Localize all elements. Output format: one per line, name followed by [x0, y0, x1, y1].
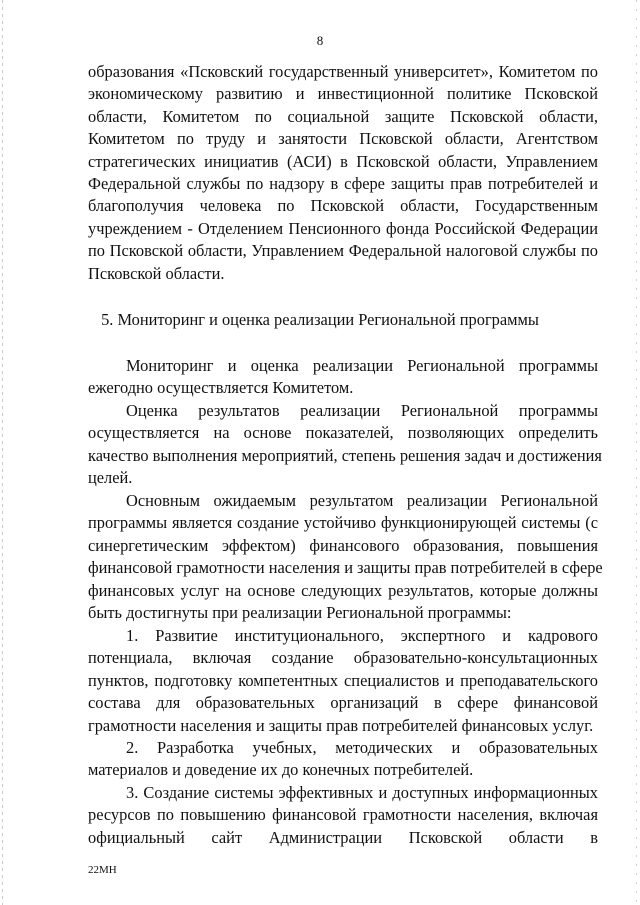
scan-edge-right — [636, 0, 637, 905]
text-line: образования «Псковский государственный университет», Комитетом по — [88, 62, 598, 81]
text-line: синергетическим эффектом) финансового образования, повышения — [88, 535, 598, 555]
text-line: 2. Разработка учебных, методических и образовательных — [126, 738, 598, 757]
list-item-1 — [88, 625, 598, 737]
paragraph-evaluation — [88, 400, 602, 490]
section-heading: 5. Мониторинг и оценка реализации Региональной программы — [101, 310, 539, 329]
text-line: Мониторинг и оценка реализации Региональной программы — [126, 356, 598, 375]
text-line: 1. Развитие институционального, экспертного и кадрового — [126, 626, 598, 645]
page-number: 8 — [316, 33, 324, 48]
text-line: области, Комитетом по социальной защите Псковской области, — [88, 106, 598, 126]
text-line: Псковской области. — [88, 263, 225, 283]
text-line: осуществляется на основе показателей, позволяющих определить — [88, 423, 598, 443]
list-item-3 — [88, 782, 598, 849]
text-line: Оценка результатов реализации Региональной программы — [126, 401, 598, 420]
text-line: Основным ожидаемым результатом реализации Региональной — [126, 491, 598, 510]
list-item-2 — [88, 737, 598, 782]
scan-edge-left — [2, 0, 3, 905]
text-line: целей. — [88, 468, 133, 488]
text-line: программы является создание устойчиво функционирующей системы (с — [88, 513, 598, 533]
text-line: стратегических инициатив (АСИ) в Псковской области, Управлением — [88, 151, 598, 171]
text-line: качество выполнения мероприятий, степень решения задач и достижения — [88, 445, 602, 465]
text-line: учреждением - Отделением Пенсионного фонда Российской Федерации — [88, 218, 598, 238]
text-line: Комитетом по труду и занятости Псковской области, Агентством — [88, 129, 598, 149]
paragraph-monitoring — [88, 355, 598, 400]
text-line: ежегодно осуществляется Комитетом. — [88, 378, 354, 398]
footer-code: 22МН — [88, 864, 117, 876]
text-line: состава для образовательных организаций в сфере финансовой — [88, 693, 598, 713]
text-line: ресурсов по повышению финансовой грамотности населения, включая — [88, 805, 598, 825]
text-line: экономическому развитию и инвестиционной политике Псковской — [88, 84, 598, 104]
text-line: официальный сайт Администрации Псковской области в — [88, 827, 598, 847]
text-line: по Псковской области, Управлением Федеральной налоговой службы по — [88, 241, 598, 261]
text-line: потенциала, включая создание образовательно-консультационных — [88, 648, 598, 668]
text-line: быть достигнуты при реализации Региональной программы: — [88, 602, 512, 622]
text-line: финансовой грамотности населения и защиты прав потребителей в сфере — [88, 558, 603, 578]
text-line: финансовых услуг на основе следующих результатов, которые должны — [88, 580, 598, 600]
text-line: пунктов, подготовку компетентных специалистов и преподавательского — [88, 670, 598, 690]
paragraph-results — [88, 490, 603, 624]
text-line: Федеральной службы по надзору в сфере защиты прав потребителей и — [88, 173, 598, 193]
paragraph-continuation — [88, 61, 598, 285]
text-line: благополучия человека по Псковской области, Государственным — [88, 196, 598, 216]
text-line: грамотности населения и защиты прав потребителей финансовых услуг. — [88, 715, 594, 735]
text-line: 3. Создание системы эффективных и доступных информационных — [126, 783, 598, 802]
text-line: материалов и доведение их до конечных потребителей. — [88, 760, 474, 780]
